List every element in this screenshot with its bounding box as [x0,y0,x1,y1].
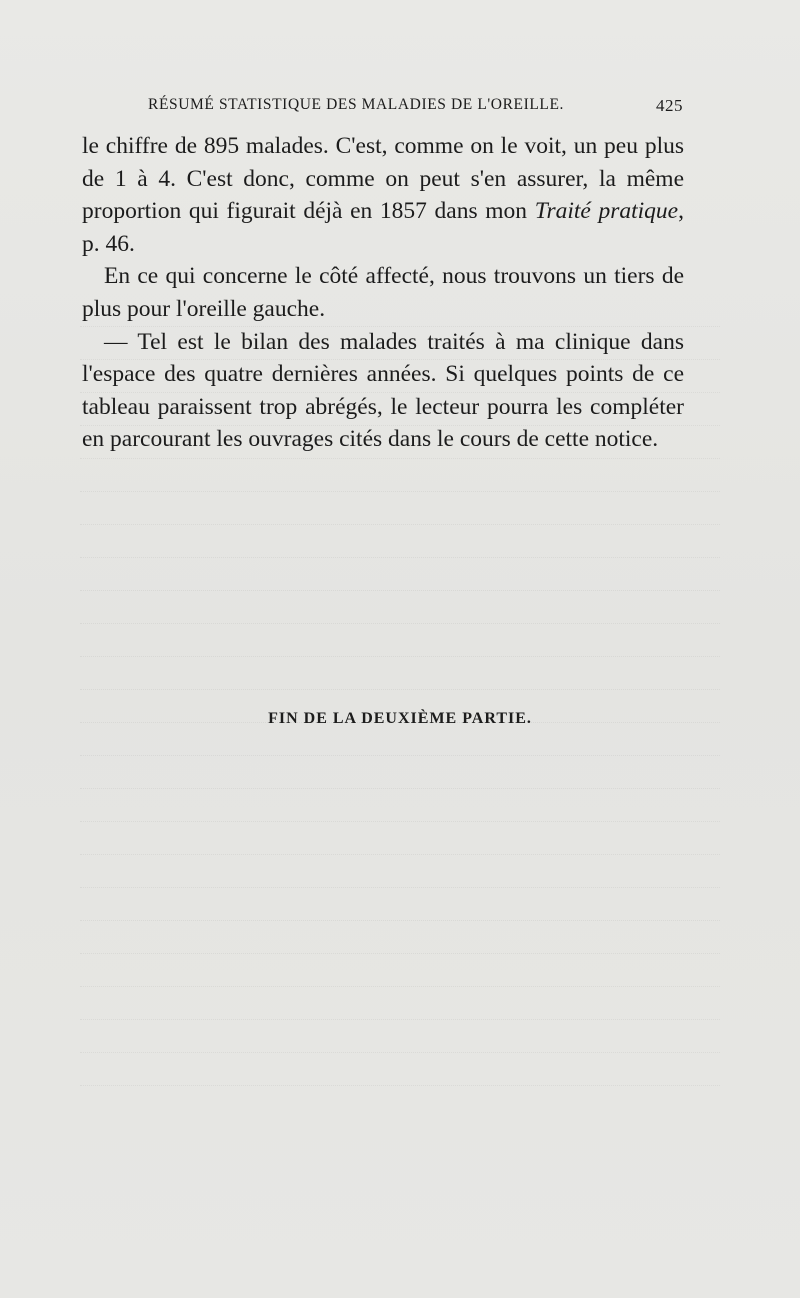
paragraph-1 [82,130,684,260]
end-of-part-heading: FIN DE LA DEUXIÈME PARTIE. [268,710,532,727]
book-title-italic: Traité pratique [534,198,679,225]
body-text [82,130,684,456]
running-title: RÉSUMÉ STATISTIQUE DES MALADIES DE L'OREILLE. [148,96,565,113]
paragraph-2: En ce qui concerne le côté affecté, nous trouvons un tiers de plus pour l'oreille gauche. [82,263,684,322]
paragraph-3: — Tel est le bilan des malades traités à ma clinique dans l'espace des quatre dernières années. Si quelques points de ce tableau paraissent trop abrégés, le lecteur pourra les compléter en parcourant les ouvrages cités dans le cours de cette notice. [82,328,684,453]
paragraph-1-text: le chiffre de 895 malades. C'est, comme on le voit, un peu plus de 1 à 4. C'est donc, comme on peut s'en assurer, la même proportion qui figurait déjà en 1857 dans mon [82,133,684,225]
page-number: 425 [656,96,683,115]
running-head [148,96,683,116]
paragraph-1-end: , p. 46. [82,198,684,257]
